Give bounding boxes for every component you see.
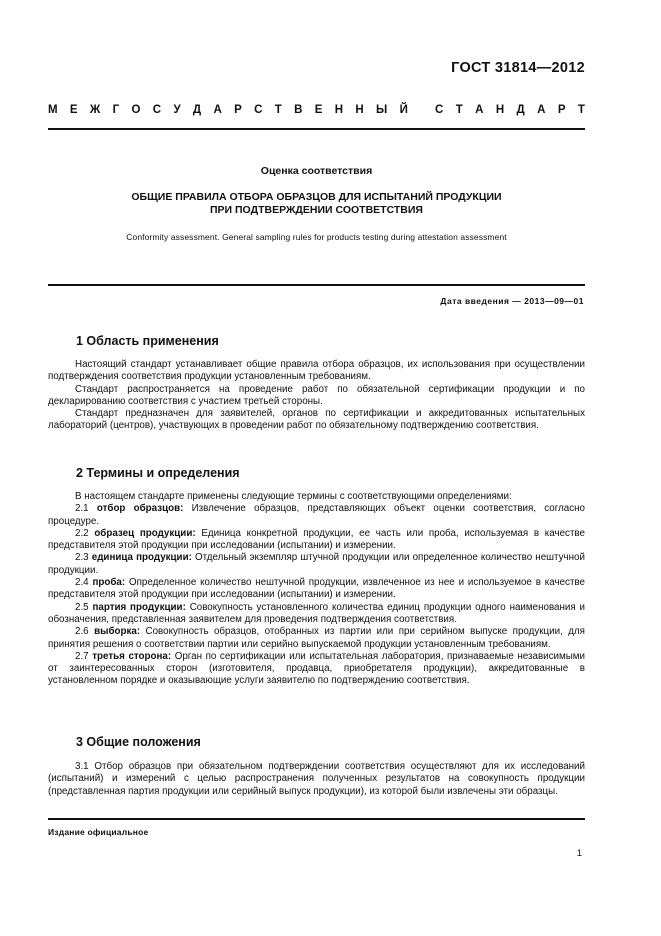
introduction-date: Дата введения — 2013—09—01	[440, 296, 584, 306]
standard-type	[48, 104, 585, 116]
header-letter: Н	[355, 104, 364, 116]
term-name: выборка:	[94, 626, 141, 638]
paragraph: Стандарт распространяется на проведение работ по обязательной сертификации продукции и по декларированию соответствия с участием третьей стороны.	[48, 383, 585, 407]
section-2-heading: 2 Термины и определения	[76, 466, 240, 480]
document-subtitle: Оценка соответствия	[260, 165, 373, 177]
document-title-line-2: ПРИ ПОДТВЕРЖДЕНИИ СООТВЕТСТВИЯ	[210, 204, 423, 216]
term-definition: Отдельный экземпляр штучной продукции или определенное количество нештучной продукции.	[48, 552, 585, 576]
paragraph: Стандарт предназначен для заявителей, органов по сертификации и аккредитованных испытательных лабораторий (центров), участвующих в проведении работ по обязательному подтверждению соответствия.	[48, 408, 585, 432]
english-title: Conformity assessment. General sampling rules for products testing during attestation assessment	[126, 232, 507, 242]
footer-rule	[48, 818, 585, 820]
term-item	[48, 528, 585, 553]
section-2-body	[48, 491, 585, 688]
header-letter: Н	[334, 104, 344, 116]
gost-number: ГОСТ 31814—2012	[451, 60, 585, 76]
term-name: третья сторона:	[92, 650, 172, 662]
header-letter: Р	[234, 104, 242, 116]
term-name: образец продукции:	[94, 527, 196, 539]
term-definition: Извлечение образцов, представляющих объект оценки соответствия, согласно процедуре.	[48, 503, 585, 527]
term-name: отбор образцов:	[96, 503, 184, 515]
term-name: проба:	[92, 577, 126, 589]
header-letter: Г	[112, 104, 120, 116]
section-3-heading: 3 Общие положения	[76, 735, 201, 749]
term-item	[48, 626, 585, 651]
term-item	[48, 602, 585, 627]
header-letter: А	[537, 104, 546, 116]
header-letter: Т	[274, 104, 282, 116]
terms-intro: В настоящем стандарте применены следующие термины с соответствующими определениями:	[75, 491, 512, 502]
header-letter: Ы	[376, 104, 388, 116]
header-letter: А	[213, 104, 222, 116]
header-letter: В	[294, 104, 303, 116]
term-number: 2.4	[75, 577, 89, 589]
term-definition: Единица конкретной продукции, ее часть или проба, используемая в качестве представителя этой продукции при исследовании (испытании) и измерении.	[48, 527, 585, 552]
header-letter: Т	[455, 104, 463, 116]
header-letter: М	[48, 104, 58, 116]
term-definition: Орган по сертификации или испытательная лаборатория, признаваемые независимыми от заинтересованных сторон (изготовителя, продавца, приобретателя продукции), аккредитованные в установленном порядке и оказывающие услуги заявителю по подтверждению соответствия.	[48, 650, 585, 687]
header-letter: Р	[557, 104, 566, 116]
term-number: 2.3	[75, 552, 89, 564]
header-letter: Д	[516, 104, 525, 116]
term-name: партия продукции:	[92, 601, 186, 613]
term-number: 2.6	[75, 626, 89, 638]
header-letter: Ж	[89, 104, 101, 116]
term-number: 2.1	[75, 503, 89, 515]
section-3-body	[48, 761, 585, 798]
top-rule	[48, 128, 585, 130]
section-1-body	[48, 359, 585, 433]
header-letter: Н	[495, 104, 505, 116]
section-1-heading: 1 Область применения	[76, 334, 219, 348]
term-number: 2.2	[75, 527, 89, 539]
header-letter: Д	[192, 104, 202, 116]
header-letter: У	[173, 104, 181, 116]
header-letter: С	[152, 104, 162, 116]
header-letter: Т	[577, 104, 585, 116]
paragraph: 3.1 Отбор образцов при обязательном подтверждении соответствия осуществляют для их исследований (испытаний) и измерений с целью распространения полученных результатов на совокупность продукции (представленная партия продукции или серийный выпуск продукции), из которой были извлечены эти образцы.	[48, 761, 585, 797]
document-title-line-1: ОБЩИЕ ПРАВИЛА ОТБОРА ОБРАЗЦОВ ДЛЯ ИСПЫТАНИЙ ПРОДУКЦИИ	[131, 191, 502, 203]
term-definition: Совокупность установленного количества единиц продукции одного наименования и обозначения, представленная заявителем для проведения подтверждения соответствия.	[48, 601, 585, 625]
edition-label: Издание официальное	[48, 827, 149, 837]
term-item	[48, 552, 585, 577]
term-number: 2.5	[75, 601, 89, 613]
header-letter: Й	[399, 104, 408, 116]
header-letter: Е	[314, 104, 323, 116]
term-item	[48, 577, 585, 602]
term-name: единица продукции:	[91, 552, 192, 564]
term-definition: Совокупность образцов, отобранных из партии или при серийном выпуске продукции, для принятия решения о соответствии партии или серийно выпускаемой продукции установленным требованиям.	[48, 626, 585, 650]
term-number: 2.7	[75, 650, 89, 662]
header-letter: О	[131, 104, 141, 116]
header-letter: Е	[69, 104, 78, 116]
header-letter: А	[475, 104, 484, 116]
standard-type-word-1	[48, 104, 408, 116]
header-letter: С	[435, 104, 444, 116]
term-definition: Определенное количество нештучной продукции, извлеченное из нее и используемое в качестве представителя этой продукции при исследовании (испытании) и измерении.	[48, 577, 585, 601]
page-number: 1	[576, 848, 582, 859]
header-letter: С	[254, 104, 263, 116]
term-item	[48, 651, 585, 688]
standard-type-word-2	[435, 104, 585, 116]
paragraph: Настоящий стандарт устанавливает общие правила отбора образцов, их использования при осуществлении подтверждения соответствия продукции установленным требованиям.	[48, 359, 585, 383]
title-rule	[48, 284, 585, 286]
term-item	[48, 503, 585, 528]
